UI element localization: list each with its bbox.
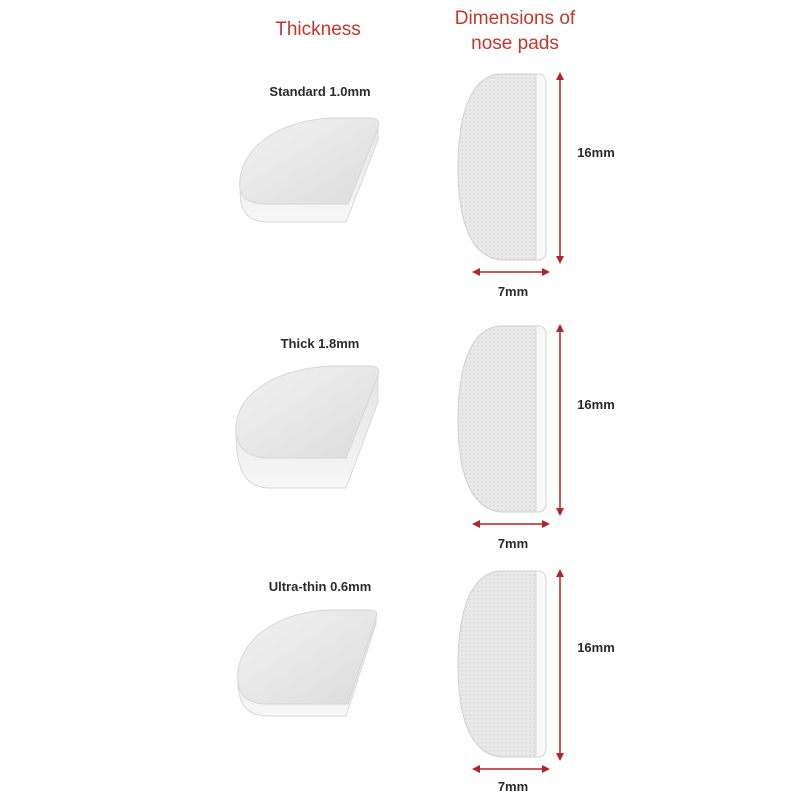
height-label-standard: 16mm [577, 145, 615, 160]
ultra-thin-pad-side-image [228, 606, 388, 726]
width-label-thick: 7mm [497, 536, 529, 551]
thick-pad-side-image [228, 362, 388, 497]
thickness-column-header: Thickness [275, 19, 361, 40]
ultra-thin-pad-front-image [440, 565, 590, 775]
standard-pad-side-image [228, 112, 388, 232]
width-label-standard: 7mm [497, 284, 529, 299]
height-label-ultra-thin: 16mm [577, 640, 615, 655]
standard-pad-front-image [440, 68, 590, 278]
thickness-label-ultra-thin: Ultra-thin 0.6mm [268, 579, 372, 594]
width-label-ultra-thin: 7mm [497, 779, 529, 794]
thickness-label-standard: Standard 1.0mm [269, 84, 371, 99]
dimensions-column-header: Dimensions of nose pads [454, 8, 576, 54]
height-label-thick: 16mm [577, 397, 615, 412]
thick-pad-front-image [440, 320, 590, 530]
thickness-label-thick: Thick 1.8mm [280, 336, 360, 351]
